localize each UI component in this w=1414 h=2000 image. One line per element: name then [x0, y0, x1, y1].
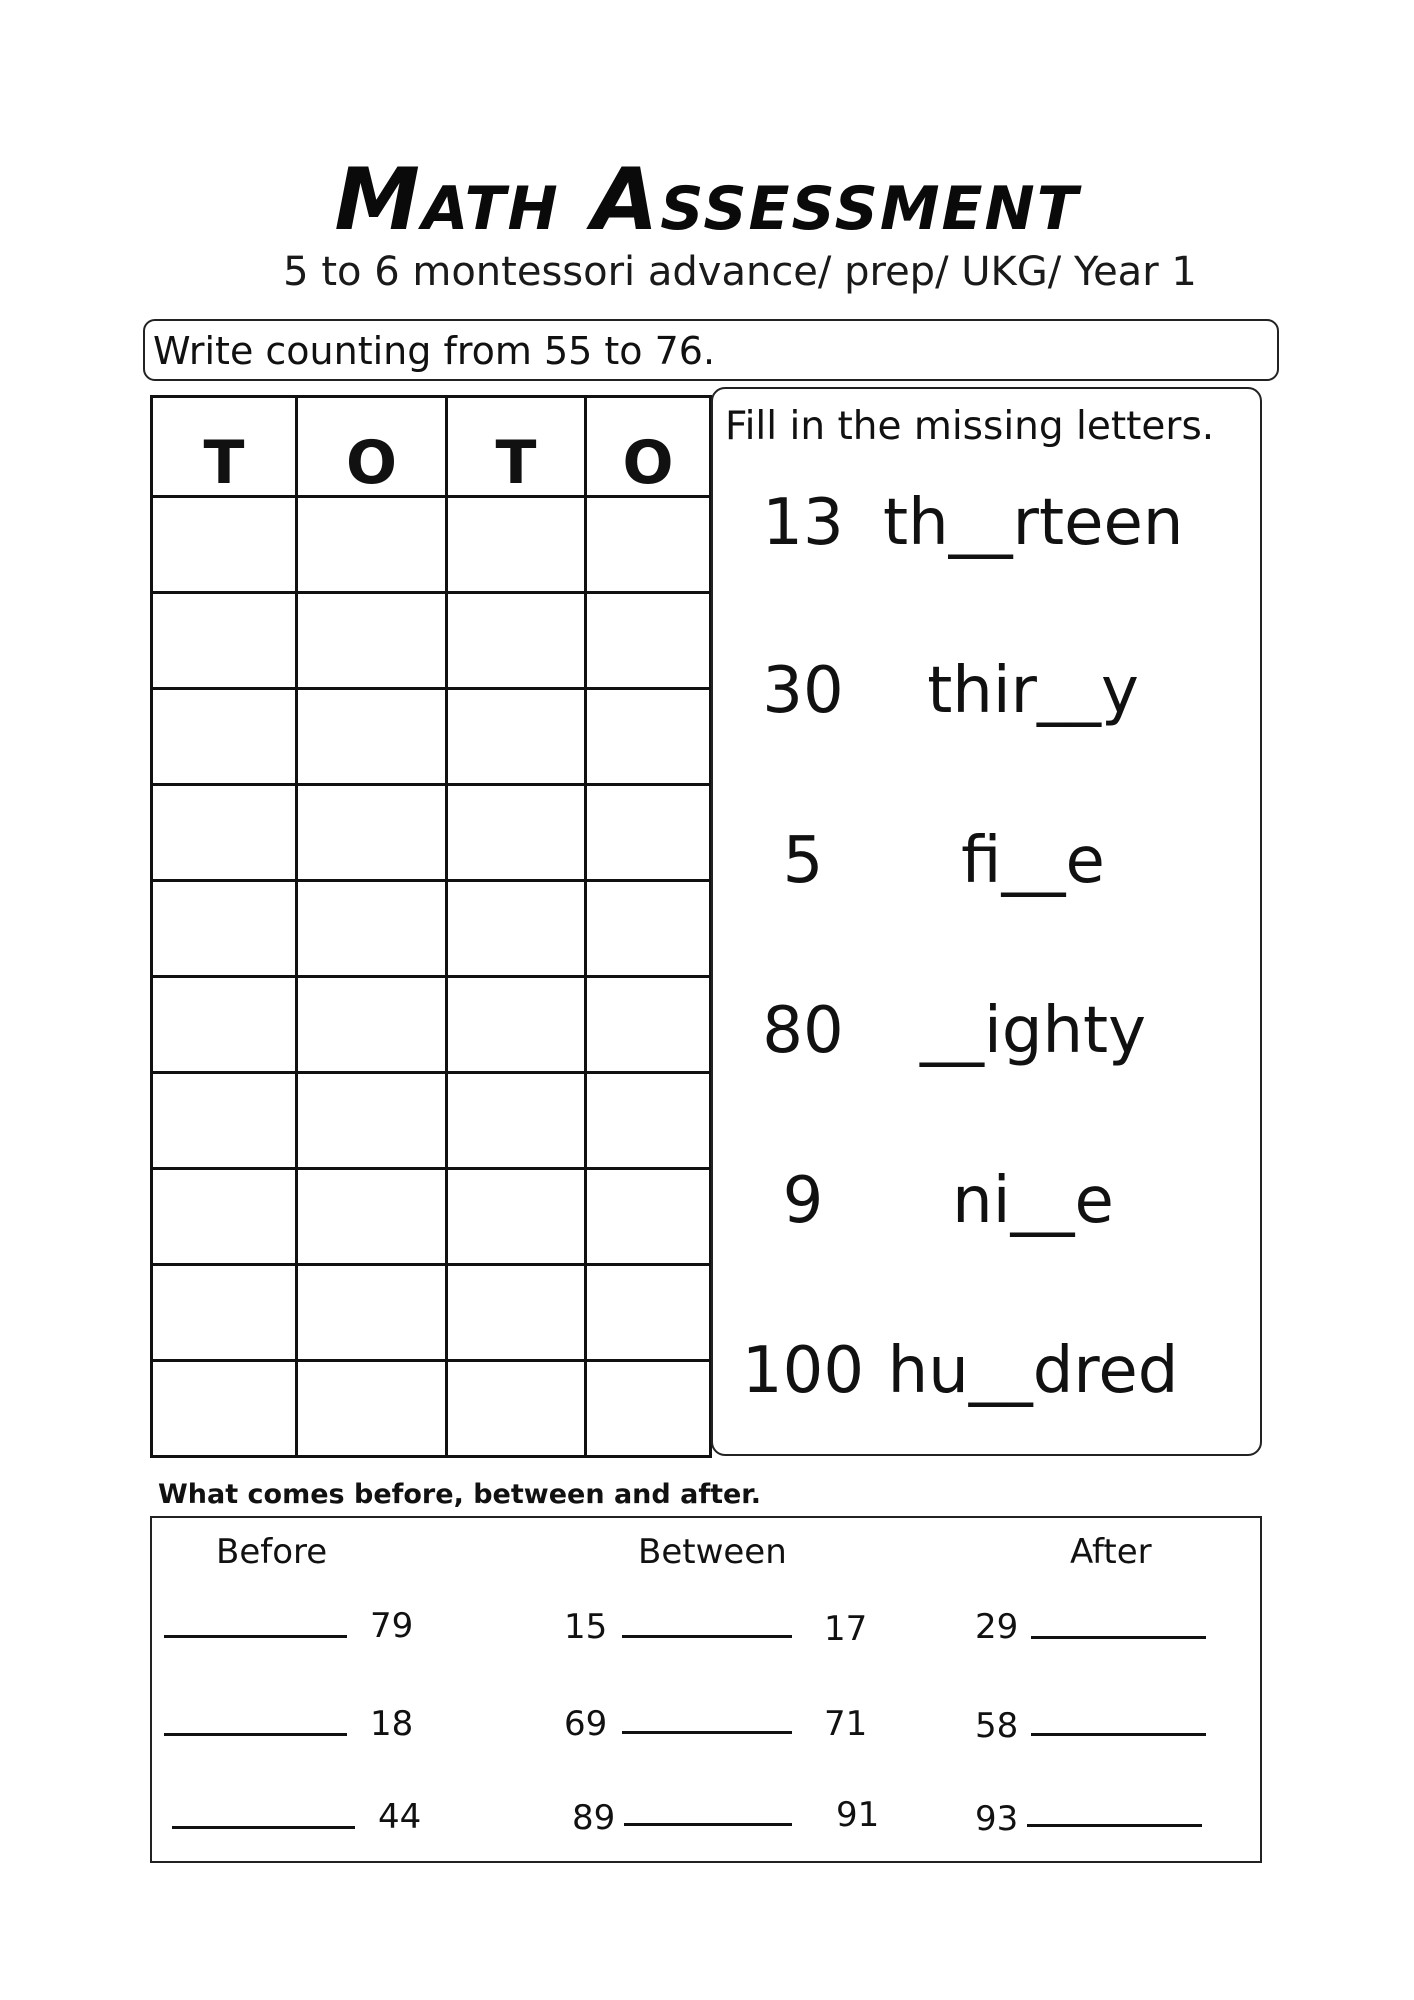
item-word: fi__e	[961, 824, 1105, 898]
grid-row	[152, 689, 711, 785]
missing-letters-item	[713, 651, 1264, 731]
grid-header-ones-1: O	[297, 397, 447, 497]
between-number-left: 15	[564, 1607, 608, 1647]
missing-letters-heading: Fill in the missing letters.	[725, 404, 1215, 449]
after-column-header: After	[1070, 1532, 1152, 1572]
missing-letters-box	[711, 387, 1262, 1456]
missing-letters-item	[713, 483, 1264, 563]
grid-cell[interactable]	[586, 689, 711, 785]
grid-row	[152, 977, 711, 1073]
counting-grid	[150, 395, 712, 1458]
item-number: 13	[762, 486, 844, 560]
missing-letters-item	[713, 991, 1264, 1071]
grid-cell[interactable]	[152, 1265, 297, 1361]
before-column-header: Before	[216, 1532, 328, 1572]
before-number: 18	[370, 1704, 414, 1744]
grid-cell[interactable]	[586, 1169, 711, 1265]
between-number-right: 71	[824, 1704, 868, 1744]
between-answer-blank[interactable]	[622, 1731, 792, 1734]
grid-cell[interactable]	[586, 785, 711, 881]
grid-cell[interactable]	[586, 977, 711, 1073]
grid-cell[interactable]	[297, 1265, 447, 1361]
grid-row	[152, 1073, 711, 1169]
item-word: thir__y	[927, 654, 1139, 728]
grid-cell[interactable]	[152, 785, 297, 881]
before-answer-blank[interactable]	[164, 1733, 347, 1736]
grid-cell[interactable]	[297, 689, 447, 785]
grid-cell[interactable]	[152, 1361, 297, 1457]
counting-instruction-box	[143, 319, 1279, 381]
page-subtitle: 5 to 6 montessori advance/ prep/ UKG/ Year 1	[283, 249, 1197, 295]
grid-cell[interactable]	[297, 977, 447, 1073]
grid-row	[152, 497, 711, 593]
grid-row	[152, 881, 711, 977]
missing-letters-item	[713, 821, 1264, 901]
grid-cell[interactable]	[447, 1073, 586, 1169]
item-number: 5	[782, 824, 824, 898]
grid-cell[interactable]	[152, 593, 297, 689]
item-word: ni__e	[952, 1164, 1114, 1238]
after-answer-blank[interactable]	[1031, 1636, 1206, 1639]
grid-body	[152, 497, 711, 1457]
grid-cell[interactable]	[297, 1361, 447, 1457]
grid-cell[interactable]	[447, 785, 586, 881]
after-number: 29	[975, 1607, 1019, 1647]
between-number-left: 69	[564, 1704, 608, 1744]
grid-row	[152, 785, 711, 881]
between-answer-blank[interactable]	[624, 1823, 792, 1826]
grid-header-ones-2: O	[586, 397, 711, 497]
between-column-header: Between	[638, 1532, 787, 1572]
grid-header-tens-2: T	[447, 397, 586, 497]
item-number: 80	[762, 994, 844, 1068]
missing-letters-item	[713, 1331, 1264, 1411]
grid-row	[152, 1361, 711, 1457]
grid-cell[interactable]	[297, 881, 447, 977]
grid-cell[interactable]	[152, 881, 297, 977]
after-answer-blank[interactable]	[1031, 1733, 1206, 1736]
item-number: 30	[762, 654, 844, 728]
grid-cell[interactable]	[297, 1073, 447, 1169]
item-number: 9	[782, 1164, 824, 1238]
after-number: 58	[975, 1706, 1019, 1746]
between-number-left: 89	[572, 1798, 616, 1838]
after-number: 93	[975, 1799, 1019, 1839]
grid-cell[interactable]	[447, 1361, 586, 1457]
before-number: 44	[378, 1797, 422, 1837]
grid-cell[interactable]	[586, 1265, 711, 1361]
grid-cell[interactable]	[297, 593, 447, 689]
grid-cell[interactable]	[447, 689, 586, 785]
grid-cell[interactable]	[447, 593, 586, 689]
page-title: Math Assessment	[334, 150, 1080, 250]
grid-cell[interactable]	[447, 1265, 586, 1361]
item-number: 100	[741, 1334, 865, 1408]
grid-cell[interactable]	[586, 1361, 711, 1457]
before-number: 79	[370, 1606, 414, 1646]
grid-cell[interactable]	[586, 593, 711, 689]
between-number-right: 91	[836, 1795, 880, 1835]
missing-letters-item	[713, 1161, 1264, 1241]
counting-instruction: Write counting from 55 to 76.	[153, 329, 716, 373]
grid-cell[interactable]	[586, 497, 711, 593]
grid-cell[interactable]	[586, 1073, 711, 1169]
grid-header-tens-1: T	[152, 397, 297, 497]
before-between-after-heading: What comes before, between and after.	[158, 1479, 762, 1510]
grid-cell[interactable]	[447, 881, 586, 977]
grid-cell[interactable]	[152, 689, 297, 785]
grid-cell[interactable]	[297, 1169, 447, 1265]
after-answer-blank[interactable]	[1027, 1824, 1202, 1827]
grid-cell[interactable]	[297, 785, 447, 881]
between-answer-blank[interactable]	[622, 1635, 792, 1638]
grid-cell[interactable]	[297, 497, 447, 593]
grid-cell[interactable]	[447, 977, 586, 1073]
grid-cell[interactable]	[586, 881, 711, 977]
item-word: hu__dred	[887, 1334, 1179, 1408]
item-word: __ighty	[920, 994, 1146, 1068]
before-answer-blank[interactable]	[164, 1635, 347, 1638]
grid-row	[152, 1265, 711, 1361]
grid-cell[interactable]	[447, 497, 586, 593]
grid-row	[152, 1169, 711, 1265]
grid-cell[interactable]	[152, 1073, 297, 1169]
item-word: th__rteen	[883, 486, 1184, 560]
grid-cell[interactable]	[447, 1169, 586, 1265]
grid-cell[interactable]	[152, 977, 297, 1073]
grid-cell[interactable]	[152, 497, 297, 593]
grid-cell[interactable]	[152, 1169, 297, 1265]
before-between-after-box	[150, 1516, 1262, 1863]
grid-row	[152, 593, 711, 689]
before-answer-blank[interactable]	[172, 1826, 355, 1829]
between-number-right: 17	[824, 1609, 868, 1649]
